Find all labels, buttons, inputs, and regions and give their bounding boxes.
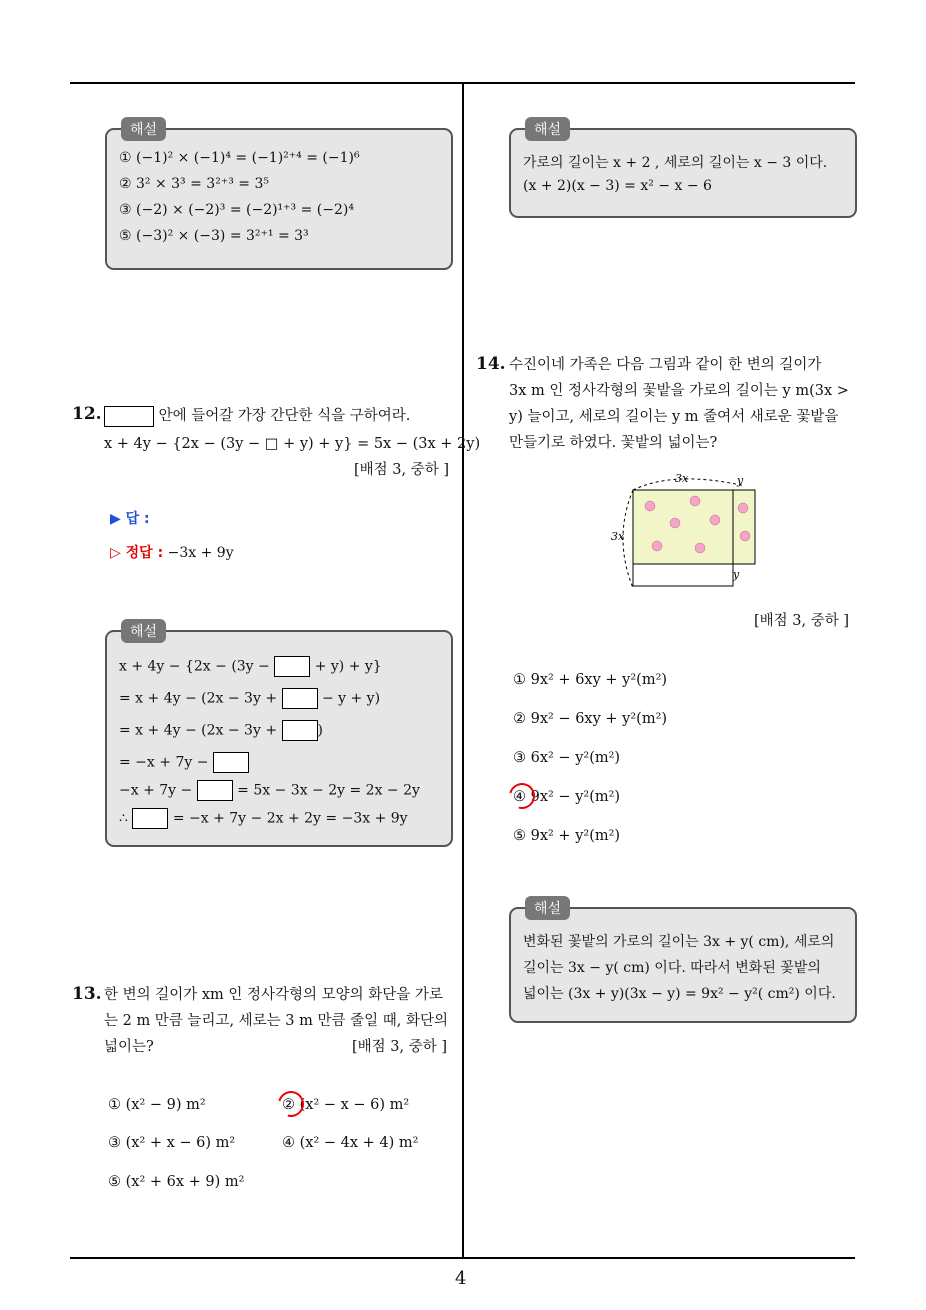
solution-tag: 해설 [121, 619, 166, 643]
question-12-score: [배점 3, 중하 ] [354, 462, 450, 478]
option-4[interactable]: ④ 9x² − y²(m²) [513, 789, 621, 805]
solution-11-box [105, 122, 453, 270]
option-1[interactable]: ① 9x² + 6xy + y²(m²) [513, 672, 668, 688]
flower-bed-figure [605, 468, 765, 593]
blank-box [282, 720, 318, 741]
option-1[interactable]: ① (x² − 9) m² [108, 1097, 206, 1113]
solution-14-box [509, 901, 857, 1023]
solution-line [119, 720, 323, 741]
solution-tag: 해설 [525, 117, 570, 141]
solution-12-box [105, 624, 453, 847]
option-3[interactable]: ③ 6x² − y²(m²) [513, 750, 621, 766]
sol-text: = 5x − 3x − 2y = 2x − 2y [237, 782, 420, 799]
question-12-number: 12. [72, 404, 102, 424]
fig-label-corner: y [737, 474, 744, 487]
sol-text: ∴ [119, 810, 128, 827]
page-number: 4 [455, 1268, 467, 1289]
solution-13-box [509, 122, 857, 218]
blank-box [274, 656, 310, 677]
blank-box [213, 752, 249, 773]
blank-box [197, 780, 233, 801]
solution-line [119, 688, 380, 709]
solution-line: ③ (−2) × (−2)³ = (−2)¹⁺³ = (−2)⁴ [119, 202, 354, 218]
question-13-line: 는 2 m 만큼 늘리고, 세로는 3 m 만큼 줄일 때, 화단의 [104, 1013, 448, 1029]
question-14-number: 14. [476, 354, 506, 374]
correct-label: ▷ 정답 : [110, 545, 164, 561]
sol-text: = −x + 7y − 2x + 2y = −3x + 9y [172, 810, 408, 827]
question-12-expression: x + 4y − {2x − (3y − □ + y) + y} = 5x − (3x + 2y) [104, 436, 481, 452]
solution-tag: 해설 [121, 117, 166, 141]
option-5[interactable]: ⑤ (x² + 6x + 9) m² [108, 1174, 245, 1190]
sol-text: ) [317, 722, 323, 739]
answer-blank-box [104, 406, 154, 427]
solution-line: ① (−1)² × (−1)⁴ = (−1)²⁺⁴ = (−1)⁶ [119, 150, 360, 166]
question-14-line: 수진이네 가족은 다음 그림과 같이 한 변의 길이가 [509, 357, 822, 373]
question-14-line: 3x m 인 정사각형의 꽃밭을 가로의 길이는 y m(3x > [509, 383, 849, 399]
solution-line: ⑤ (−3)² × (−3) = 3²⁺¹ = 3³ [119, 228, 309, 244]
question-14-score: [배점 3, 중하 ] [754, 613, 850, 629]
sol-text: − y + y) [321, 690, 381, 707]
answer-label-text: ▶ 답 : [110, 511, 150, 527]
correct-answer [110, 540, 234, 566]
solution-line: 넓이는 (3x + y)(3x − y) = 9x² − y²( cm²) 이다. [523, 986, 836, 1002]
question-13-line: 한 변의 길이가 xm 인 정사각형의 모양의 화단을 가로 [104, 987, 443, 1003]
question-14-line: y) 늘이고, 세로의 길이는 y m 줄여서 새로운 꽃밭을 [509, 409, 839, 425]
question-13-score: [배점 3, 중하 ] [352, 1039, 448, 1055]
sol-text: = x + 4y − (2x − 3y + [119, 690, 278, 707]
question-13-line: 넓이는? [104, 1039, 154, 1055]
column-divider [462, 82, 464, 1258]
option-2[interactable]: ② 9x² − 6xy + y²(m²) [513, 711, 668, 727]
question-14-line: 만들기로 하였다. 꽃밭의 넓이는? [509, 435, 718, 451]
sol-text: −x + 7y − [119, 782, 193, 799]
option-5[interactable]: ⑤ 9x² + y²(m²) [513, 828, 621, 844]
fig-label-side: 3x [611, 530, 625, 543]
answer-label [110, 506, 150, 532]
solution-line: (x + 2)(x − 3) = x² − x − 6 [523, 178, 712, 194]
solution-line [119, 752, 249, 773]
question-12-prompt: 안에 들어갈 가장 간단한 식을 구하여라. [158, 408, 411, 424]
question-12-text [104, 403, 410, 429]
solution-line: 길이는 3x − y( cm) 이다. 따라서 변화된 꽃밭의 [523, 960, 821, 976]
blank-box [132, 808, 168, 829]
fig-label-top: 3x [675, 472, 689, 485]
solution-line [119, 780, 420, 801]
solution-line [119, 808, 408, 829]
option-3[interactable]: ③ (x² + x − 6) m² [108, 1135, 236, 1151]
sol-text: x + 4y − {2x − (3y − [119, 658, 270, 675]
option-4[interactable]: ④ (x² − 4x + 4) m² [282, 1135, 419, 1151]
solution-line: 변화된 꽃밭의 가로의 길이는 3x + y( cm), 세로의 [523, 934, 835, 950]
sol-text: = x + 4y − (2x − 3y + [119, 722, 278, 739]
sol-text: = −x + 7y − [119, 754, 209, 771]
sol-text: + y) + y} [314, 658, 382, 675]
option-2[interactable]: ② (x² − x − 6) m² [282, 1097, 410, 1113]
solution-line: 가로의 길이는 x + 2 , 세로의 길이는 x − 3 이다. [523, 155, 828, 171]
solution-line [119, 656, 382, 677]
bottom-rule [70, 1257, 855, 1259]
question-13-number: 13. [72, 984, 102, 1004]
solution-line: ② 3² × 3³ = 3²⁺³ = 3⁵ [119, 176, 269, 192]
blank-box [282, 688, 318, 709]
correct-value: −3x + 9y [167, 545, 234, 561]
fig-label-bottom: y [733, 568, 740, 581]
solution-tag: 해설 [525, 896, 570, 920]
